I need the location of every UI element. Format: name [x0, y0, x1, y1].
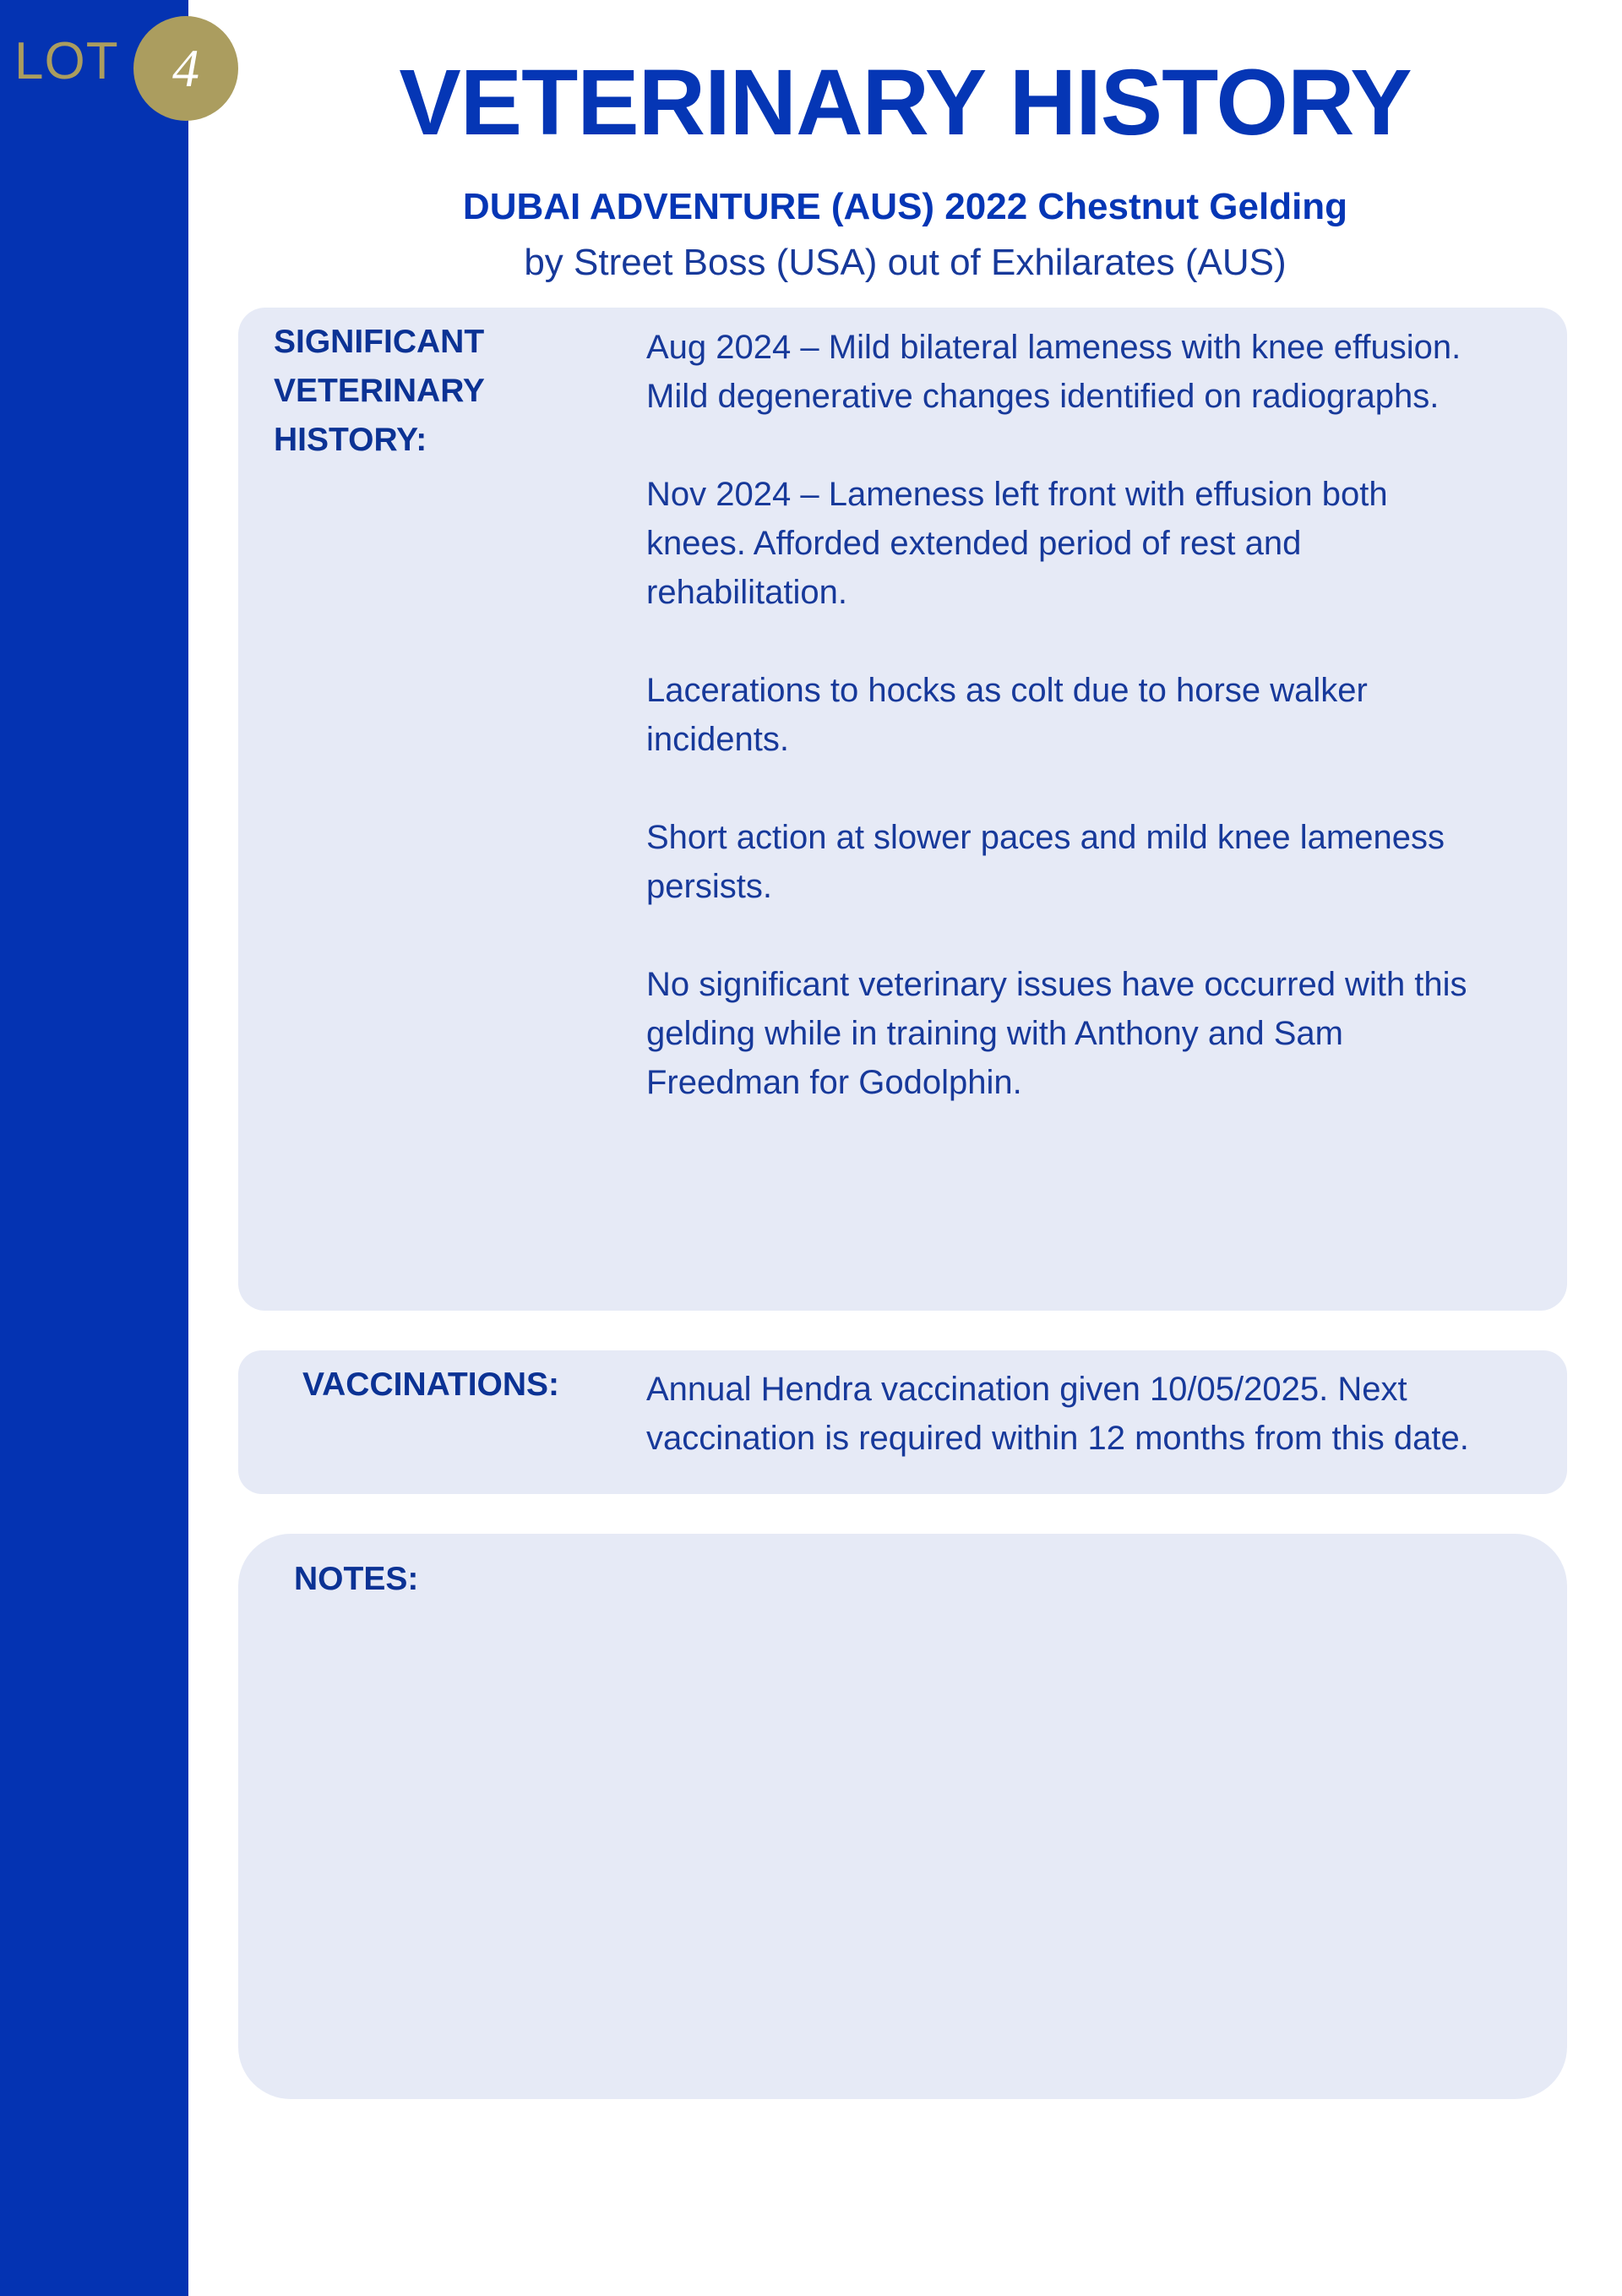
veterinary-history-label: SIGNIFICANT VETERINARY HISTORY: [274, 324, 485, 458]
vaccinations-label: VACCINATIONS: [302, 1366, 560, 1403]
horse-pedigree: by Street Boss (USA) out of Exhilarates (AUS) [524, 242, 1287, 283]
history-paragraph [646, 666, 1467, 764]
text-line: knees. Afforded extended period of rest and [646, 525, 1302, 562]
text-line: vaccination is required within 12 months from this date. [646, 1420, 1469, 1457]
text-line: rehabilitation. [646, 574, 847, 611]
text-line: Mild degenerative changes identified on radiographs. [646, 378, 1440, 415]
history-paragraph [646, 323, 1467, 421]
text-line: Short action at slower paces and mild knee lameness [646, 819, 1445, 856]
notes-panel [238, 1534, 1567, 2099]
text-line: No significant veterinary issues have occurred with this [646, 966, 1467, 1003]
horse-name-line: DUBAI ADVENTURE (AUS) 2022 Chestnut Gelding [462, 186, 1348, 227]
text-line: gelding while in training with Anthony and Sam [646, 1015, 1343, 1052]
lot-number: 4 [172, 38, 199, 98]
text-line: Nov 2024 – Lameness left front with effusion both [646, 476, 1388, 513]
vaccinations-panel [238, 1350, 1567, 1494]
veterinary-history-text [646, 323, 1467, 1156]
text-line: persists. [646, 868, 772, 905]
lot-label: LOT [14, 32, 119, 90]
text-line: Lacerations to hocks as colt due to horse walker [646, 672, 1368, 709]
text-line: Aug 2024 – Mild bilateral lameness with knee effusion. [646, 329, 1461, 366]
sidebar-band [0, 0, 188, 2296]
text-line: Freedman for Godolphin. [646, 1064, 1022, 1101]
page-title: VETERINARY HISTORY [399, 51, 1412, 155]
history-paragraph [646, 960, 1467, 1107]
notes-label: NOTES: [294, 1561, 419, 1597]
history-paragraph [646, 470, 1467, 617]
veterinary-history-panel [238, 308, 1567, 1311]
text-line: Annual Hendra vaccination given 10/05/2025. Next [646, 1371, 1407, 1408]
history-paragraph [646, 813, 1467, 911]
text-line: incidents. [646, 721, 789, 758]
lot-number-badge [133, 16, 238, 121]
vaccinations-text [646, 1365, 1469, 1463]
